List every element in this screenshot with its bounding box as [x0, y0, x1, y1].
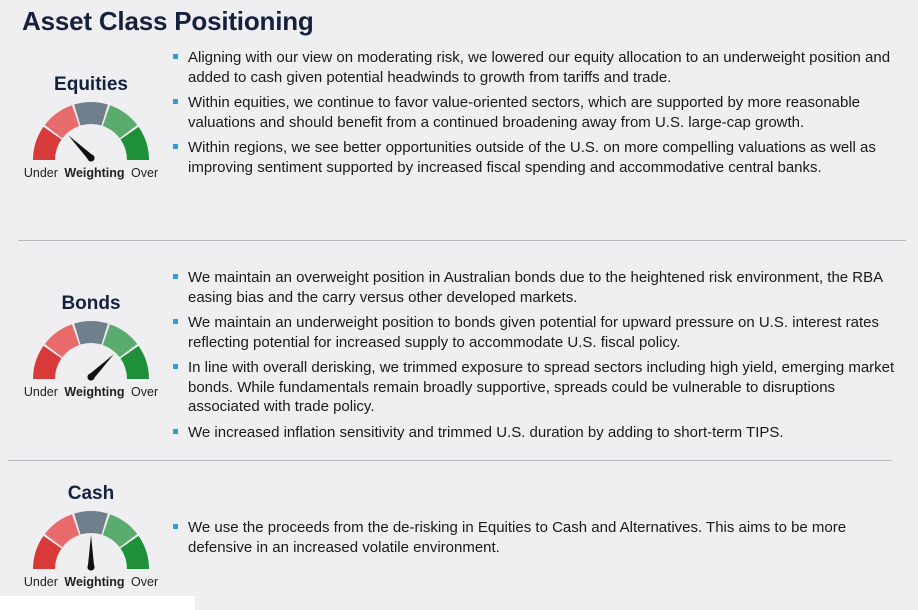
scale-weighting: Weighting: [64, 166, 125, 180]
section-divider: [18, 240, 906, 241]
gauge-segment-neutral: [74, 321, 108, 345]
list-item: We increased inflation sensitivity and trimmed U.S. duration by adding to short-term TIPS.: [170, 423, 900, 443]
equities-gauge: [12, 74, 170, 180]
list-item: In line with overall derisking, we trimmed exposure to spread sectors including high yield, emerging market bonds. While fundamentals remain broadly supportive, spreads could be vulnerable to disruptions associated with trade policy.: [170, 358, 900, 417]
cash-bullets: [170, 518, 900, 563]
scale-under: Under: [23, 385, 58, 399]
scale-under: Under: [23, 166, 58, 180]
list-item: Within equities, we continue to favor value-oriented sectors, which are supported by more reasonable valuations and should benefit from a continued broadening away from U.S. large-cap growth.: [170, 93, 900, 132]
gauge-needle: [87, 535, 94, 571]
scale-under: Under: [23, 575, 58, 589]
list-item: Aligning with our view on moderating risk, we lowered our equity allocation to an underweight position and added to cash given potential headwinds to growth from tariffs and trade.: [170, 48, 900, 87]
page-corner: [0, 596, 195, 610]
gauge-label: Equities: [54, 74, 128, 95]
list-item: Within regions, we see better opportunities outside of the U.S. on more compelling valuations as well as improving sentiment supported by increased fiscal spending and accommodative central banks.: [170, 138, 900, 177]
scale-over: Over: [131, 575, 159, 589]
weighting-scale: [12, 575, 170, 589]
gauge-label: Bonds: [61, 293, 121, 314]
scale-weighting: Weighting: [64, 385, 125, 399]
weighting-scale: [12, 166, 170, 180]
page-title: Asset Class Positioning: [22, 6, 314, 36]
weighting-scale: [12, 385, 170, 399]
bonds-gauge: [12, 293, 170, 399]
equities-bullets: [170, 48, 900, 183]
equities-gauge-dial: [28, 100, 154, 164]
gauge-segment-neutral: [74, 511, 108, 535]
gauge-label: Cash: [67, 483, 115, 504]
section-divider: [8, 460, 892, 461]
bonds-bullets: [170, 268, 900, 448]
list-item: We use the proceeds from the de-risking in Equities to Cash and Alternatives. This aims to be more defensive in an increased volatile environment.: [170, 518, 900, 557]
list-item: We maintain an underweight position to bonds given potential for upward pressure on U.S. interest rates reflecting potential for increased supply to accommodate U.S. fiscal policy.: [170, 313, 900, 352]
bonds-gauge-dial: [28, 319, 154, 383]
scale-weighting: Weighting: [64, 575, 125, 589]
gauge-needle: [66, 133, 96, 163]
gauge-needle: [86, 352, 116, 382]
gauge-segment-neutral: [74, 102, 108, 126]
cash-gauge: [12, 483, 170, 589]
list-item: We maintain an overweight position in Australian bonds due to the heightened risk environment, the RBA easing bias and the carry versus other developed markets.: [170, 268, 900, 307]
cash-gauge-dial: [28, 509, 154, 573]
scale-over: Over: [131, 385, 159, 399]
scale-over: Over: [131, 166, 159, 180]
